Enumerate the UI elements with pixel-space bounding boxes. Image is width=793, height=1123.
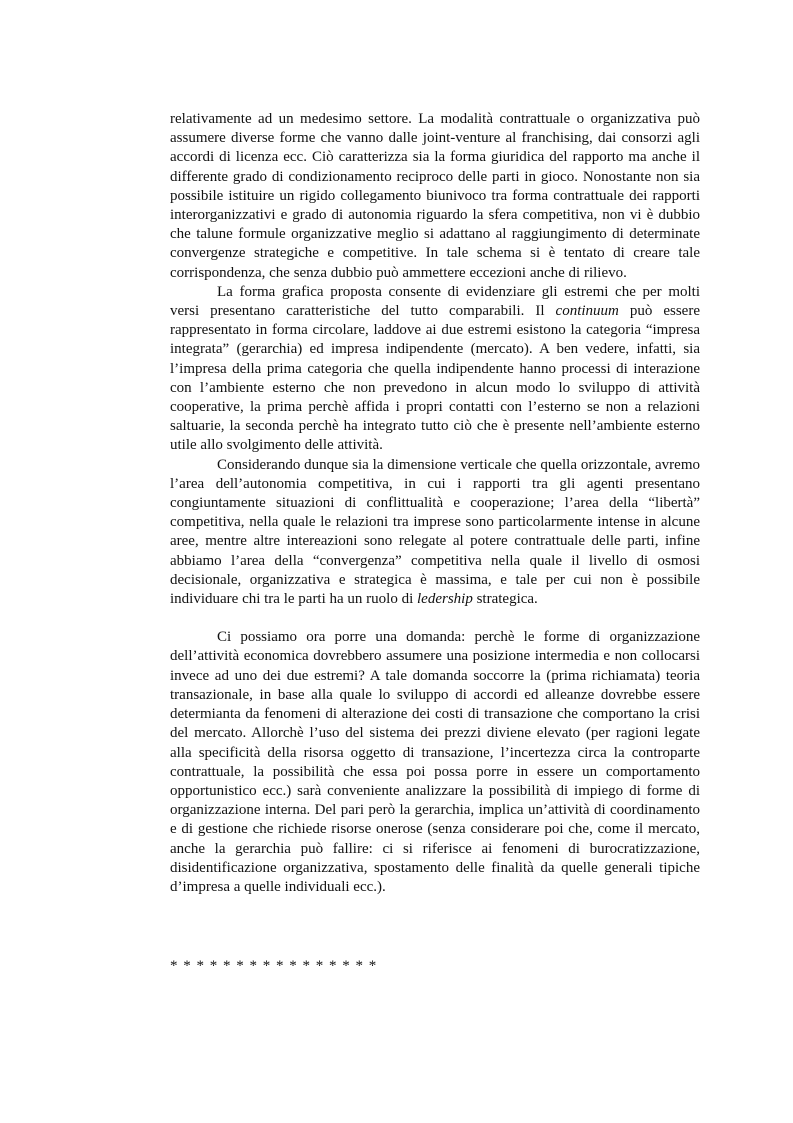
paragraph-4 — [170, 628, 700, 897]
paragraph-2-text-b: può essere rappresentato in forma circolare, laddove ai due estremi esistono la categoria “impresa integrata” (gerarchia) ed impresa indipendente (mercato). A ben vedere, infatti, sia l’impresa della prima categoria che quella indipendente hanno processi di interazione con l’ambiente esterno che non prevedono in alcun modo lo sviluppo di attività cooperative, la prima perchè affida i propri contatti con l’esterno se non a relazioni saltuarie, la seconda perchè ha integrato tutto ciò che è presente nell’ambiente esterno utile allo svolgimento delle attività. — [170, 303, 700, 454]
paragraph-2-text-a: La forma grafica proposta consente di evidenziare gli estremi che per molti versi presentano caratteristiche del tutto comparabili. Il — [170, 283, 700, 320]
paragraph-3-text-a: Considerando dunque sia la dimensione verticale che quella orizzontale, avremo l’area dell’autonomia competitiva, in cui i rapporti tra gli agenti presentano congiuntamente situazioni di conflittualità e cooperazione; l’area della “libertà” competitiva, nella quale le relazioni tra imprese sono particolarmente intense in alcune aree, mentre altre intereazioni sono relegate al potere contrattuale delle parti, infine abbiamo l’area della “convergenza” competitiva nella quale il livello di osmosi decisionale, organizzativa e strategica è massima, e tale per cui non è possibile individuare chi tra le parti ha un ruolo di — [170, 456, 700, 608]
paragraph-3 — [170, 456, 700, 610]
paragraph-2 — [170, 283, 700, 456]
paragraph-2-italic-term: continuum — [555, 303, 619, 320]
section-separator: * * * * * * * * * * * * * * * * — [170, 958, 378, 974]
paragraph-3-italic-term: ledership — [417, 591, 473, 608]
paragraph-3-text-b: strategica. — [472, 591, 538, 608]
paragraph-1-text: relativamente ad un medesimo settore. La modalità contrattuale o organizzativa può assumere diverse forme che vanno dalle joint-venture al franchising, dai consorzi agli accordi di licenza ecc. Ciò caratterizza sia la forma giuridica del rapporto ma anche il differente grado di condizionamento reciproco delle parti in gioco. Nonostante non sia possibile istituire un rigido collegamento biunivoco tra forma contrattuale dei rapporti interorganizzativi e grado di autonomia riguardo la sfera competitiva, non vi è dubbio che talune formule organizzative meglio si adattano al raggiungimento di determinate convergenze strategiche e competitive. In tale schema si è tentato di creare tale corrispondenza, che senza dubbio può ammettere eccezioni anche di rilievo. — [170, 111, 700, 281]
body-text — [170, 110, 700, 897]
paragraph-1 — [170, 110, 700, 283]
paragraph-4-text: Ci possiamo ora porre una domanda: perchè le forme di organizzazione dell’attività economica dovrebbero assumere una posizione intermedia e non collocarsi invece ad uno dei due estremi? A tale domanda soccorre la (prima richiamata) teoria transazionale, in base alla quale lo sviluppo di accordi ed alleanze dovrebbe essere determianta da fenomeni di alterazione dei costi di transazione che comportano la crisi del mercato. Allorchè l’uso del sistema dei prezzi diviene elevato (per ragioni legate alla specificità della risorsa oggetto di transazione, l’incertezza circa la controparte contrattuale, la possibilità che essa poi possa porre in essere un comportamento opportunistico ecc.) sarà conveniente analizzare la possibilità di impiego di forme di organizzazione interna. Del pari però la gerarchia, implica un’attività di coordinamento e di gestione che richiede risorse onerose (senza considerare poi che, come il mercato, anche la gerarchia può fallire: ci si riferisce ai fenomeni di burocratizzazione, disidentificazione organizzativa, spostamento delle finalità da quelle generali tipiche d’impresa a quelle individuali ecc.). — [170, 629, 700, 895]
